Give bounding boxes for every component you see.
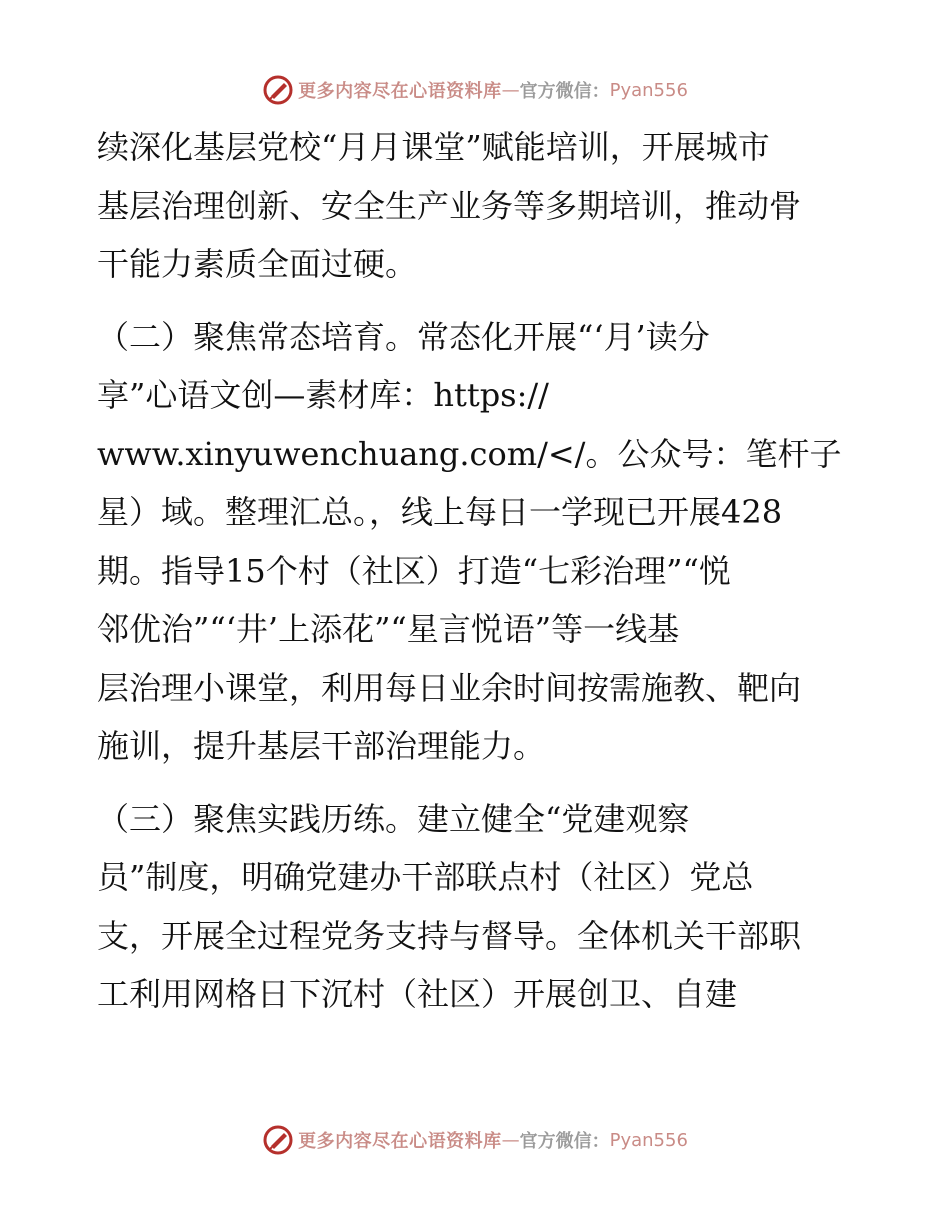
watermark-site: 更多内容尽在心语资料库 <box>298 81 502 102</box>
watermark-site: 更多内容尽在心语资料库 <box>298 1131 502 1152</box>
text-line: 期。指导15个村（社区）打造“七彩治理”“悦 <box>97 551 731 590</box>
watermark-wechat-id: Pyan556 <box>609 1129 688 1151</box>
watermark-separator: — <box>501 79 520 101</box>
watermark-separator: — <box>501 1129 520 1151</box>
text-line: （三）聚焦实践历练。建立健全“党建观察 <box>97 799 690 838</box>
text-line: 工利用网格日下沉村（社区）开展创卫、自建 <box>97 975 738 1013</box>
text-line: 基层治理创新、安全生产业务等多期培训，推动骨 <box>97 186 802 225</box>
paragraph-1 <box>97 118 857 294</box>
text-line: 星）域。整理汇总。，线上每日一学现已开展428 <box>97 493 783 531</box>
paragraph-3 <box>97 790 857 1024</box>
text-line: 邻优治”“‘井’上添花”“星言悦语”等一线基 <box>97 610 680 648</box>
text-line: （二）聚焦常态培育。常态化开展“‘月’读分 <box>97 317 710 356</box>
text-line: 支，开展全过程党务支持与督导。全体机关干部职 <box>97 916 802 955</box>
text-line: 享”心语文创—素材库：https:// <box>97 376 549 414</box>
brand-logo-icon <box>262 1124 294 1156</box>
watermark-wechat-id: Pyan556 <box>609 79 688 101</box>
brand-logo-icon <box>262 74 294 106</box>
text-line: www.xinyuwenchuang.com/</。公众号：笔杆子 <box>97 434 842 473</box>
text-line: 层治理小课堂，利用每日业余时间按需施教、靶向 <box>97 668 802 707</box>
document-body <box>97 118 857 1024</box>
header-watermark <box>0 70 950 110</box>
watermark-official: 官方微信： <box>519 1131 610 1152</box>
footer-watermark <box>0 1120 950 1160</box>
paragraph-2 <box>97 308 857 776</box>
text-line: 员”制度，明确党建办干部联点村（社区）党总 <box>97 858 754 896</box>
watermark-official: 官方微信： <box>519 81 610 102</box>
text-line: 施训，提升基层干部治理能力。 <box>97 727 546 765</box>
text-line: 干能力素质全面过硬。 <box>97 245 418 283</box>
text-line: 续深化基层党校“月月课堂”赋能培训，开展城市 <box>97 128 770 166</box>
